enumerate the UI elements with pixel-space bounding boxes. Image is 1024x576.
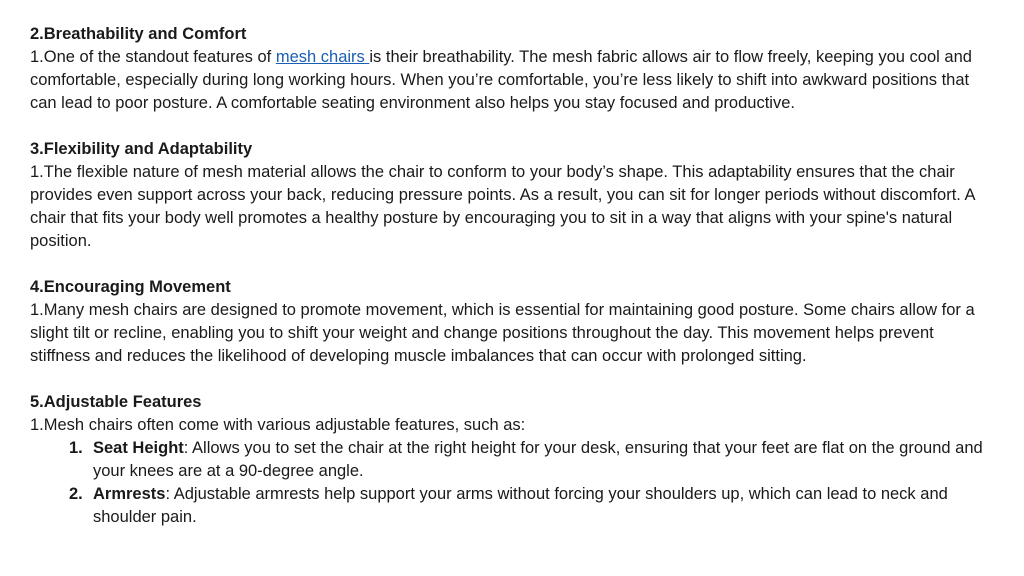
section-paragraph: 1.Mesh chairs often come with various adjustable features, such as: [30, 416, 526, 434]
section-breathability [30, 23, 994, 115]
section-paragraph: 1.Many mesh chairs are designed to promote movement, which is essential for maintaining good posture. Some chairs allow for a slight tilt or recline, enabling you to shift your weight and change positions throughout the day. This movement helps prevent stiffness and reduces the likelihood of developing muscle imbalances that can occur with prolonged sitting. [30, 301, 975, 365]
section-heading: 5.Adjustable Features [30, 393, 202, 411]
section-flexibility [30, 138, 994, 253]
list-item-text: : Allows you to set the chair at the right height for your desk, ensuring that your feet are flat on the ground and your knees are at a 90-degree angle. [93, 439, 983, 480]
section-movement [30, 276, 994, 368]
list-item-term: Seat Height [93, 439, 184, 457]
section-heading: 2.Breathability and Comfort [30, 25, 247, 43]
features-list [30, 437, 994, 529]
list-item-number: 1. [69, 439, 83, 457]
section-paragraph [30, 46, 994, 115]
list-item-number: 2. [69, 485, 83, 503]
list-item-armrests [69, 483, 994, 529]
list-item-term: Armrests [93, 485, 166, 503]
section-heading: 3.Flexibility and Adaptability [30, 140, 253, 158]
paragraph-text: is their breathability. The mesh fabric allows air to flow freely, keeping you cool and comfortable, especially during long working hours. When you’re comfortable, you’re less likely to shift into awkward positions that can lead to poor posture. A comfortable seating environment also helps you stay focused and productive. [30, 48, 972, 112]
section-adjustable-features [30, 391, 994, 529]
mesh-chairs-link[interactable]: mesh chairs [275, 48, 370, 66]
section-paragraph: 1.The flexible nature of mesh material allows the chair to conform to your body’s shape. This adaptability ensures that the chair provides even support across your back, reducing pressure points. As a result, you can sit for longer periods without discomfort. A chair that fits your body well promotes a healthy posture by encouraging you to sit in a way that aligns with your spine's natural position. [30, 163, 975, 250]
list-item-seat-height [69, 437, 994, 483]
section-heading: 4.Encouraging Movement [30, 278, 231, 296]
paragraph-text: 1.One of the standout features of [30, 48, 276, 66]
list-item-text: : Adjustable armrests help support your arms without forcing your shoulders up, which can lead to neck and shoulder pain. [93, 485, 948, 526]
